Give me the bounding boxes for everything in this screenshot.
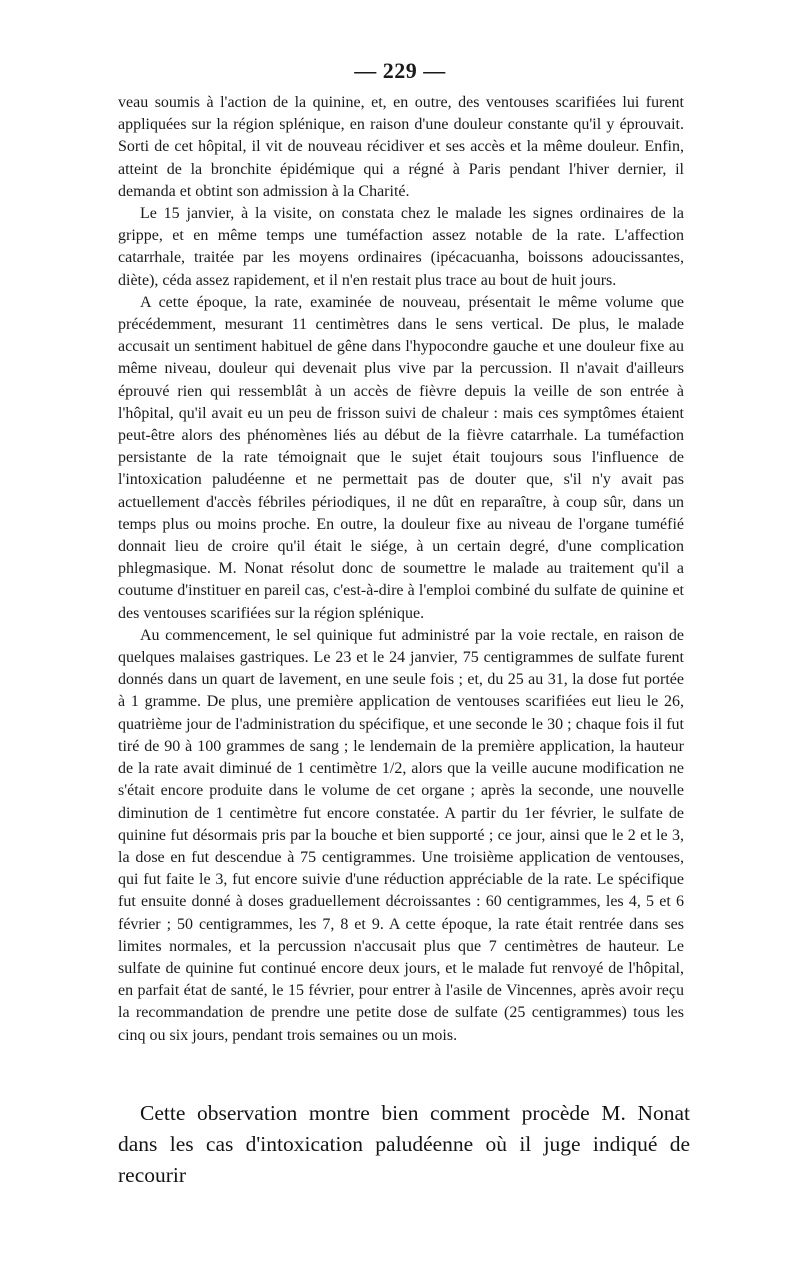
- paragraph: Le 15 janvier, à la visite, on constata chez le malade les signes ordinaires de la grippe, et en même temps une tuméfaction assez notable de la rate. L'affection catarrhale, traitée par les moyens ordinaires (ipécacuanha, boissons adoucissantes, diète), céda assez rapidement, et il n'en restait plus trace au bout de huit jours.: [118, 205, 684, 289]
- closing-text: [118, 1098, 690, 1191]
- paragraph: Au commencement, le sel quinique fut administré par la voie rectale, en raison de quelques malaises gastriques. Le 23 et le 24 janvier, 75 centigrammes de sulfate furent donnés dans un quart de lavement, en une seule fois ; et, du 25 au 31, la dose fut portée à 1 gramme. De plus, une première application de ventouses scarifiées eut lieu le 26, quatrième jour de l'administration du spécifique, et une seconde le 30 ; chaque fois il fut tiré de 90 à 100 grammes de sang ; le lendemain de la première application, la hauteur de la rate avait diminué de 1 centimètre 1/2, alors que la veille aucune modification ne s'était encore produite dans le volume de cet organe ; après la seconde, une nouvelle diminution de 1 centimètre fut encore constatée. A partir du 1er février, le sulfate de quinine fut désormais pris par la bouche et bien supporté ; ce jour, ainsi que le 2 et le 3, la dose en fut descendue à 75 centigrammes. Une troisième application de ventouses, qui fut faite le 3, fut encore suivie d'une réduction appréciable de la rate. Le spécifique fut ensuite donné à doses graduellement décroissantes : 60 centigrammes, les 4, 5 et 6 février ; 50 centigrammes, les 7, 8 et 9. A cette époque, la rate était rentrée dans ses limites normales, et la percussion n'accusait plus que 7 centimètres de hauteur. Le sulfate de quinine fut continué encore deux jours, et le malade fut renvoyé de l'hôpital, en parfait état de santé, le 15 février, pour entrer à l'asile de Vincennes, après avoir reçu la recommandation de prendre une petite dose de sulfate (25 centigrammes) tous les cinq ou six jours, pendant trois semaines ou un mois.: [118, 626, 684, 1044]
- paragraph: A cette époque, la rate, examinée de nouveau, présentait le même volume que précédemment, mesurant 11 centimètres dans le sens vertical. De plus, le malade accusait un sentiment habituel de gêne dans l'hypocondre gauche et une douleur fixe au même niveau, douleur qui devenait plus vive par la percussion. Il n'avait d'ailleurs éprouvé rien qui ressemblât à un accès de fièvre depuis la veille de son entrée à l'hôpital, qu'il avait eu un peu de frisson suivi de chaleur : mais ces symptômes étaient peut-être alors des phénomènes liés au début de la fièvre catarrhale. La tuméfaction persistante de la rate témoignait que le sujet était toujours sous l'influence de l'intoxication paludéenne et ne permettait pas de douter que, s'il n'y avait pas actuellement d'accès fébriles périodiques, il ne dût en reparaître, à coup sûr, dans un temps plus ou moins proche. En outre, la douleur fixe au niveau de l'organe tuméfié donnait lieu de croire qu'il était le siége, à un certain degré, d'une complication phlegmasique. M. Nonat résolut donc de soumettre le malade au traitement qu'il a coutume d'instituer en pareil cas, c'est-à-dire à l'emploi combiné du sulfate de quinine et des ventouses scarifiées sur la région splénique.: [118, 293, 684, 622]
- closing-paragraph: Cette observation montre bien comment procède M. Nonat dans les cas d'intoxication paludéenne où il juge indiqué de recourir: [118, 1101, 690, 1187]
- page-number: — 229 —: [354, 58, 446, 83]
- paragraph: veau soumis à l'action de la quinine, et, en outre, des ventouses scarifiées lui furent appliquées sur la région splénique, en raison d'une douleur constante qu'il y éprouvait. Sorti de cet hôpital, il vit de nouveau récidiver et ses accès et la même douleur. Enfin, atteint de la bronchite épidémique qui a régné à Paris pendant l'hiver dernier, il demanda et obtint son admission à la Charité.: [118, 94, 684, 200]
- body-text: [118, 92, 684, 1047]
